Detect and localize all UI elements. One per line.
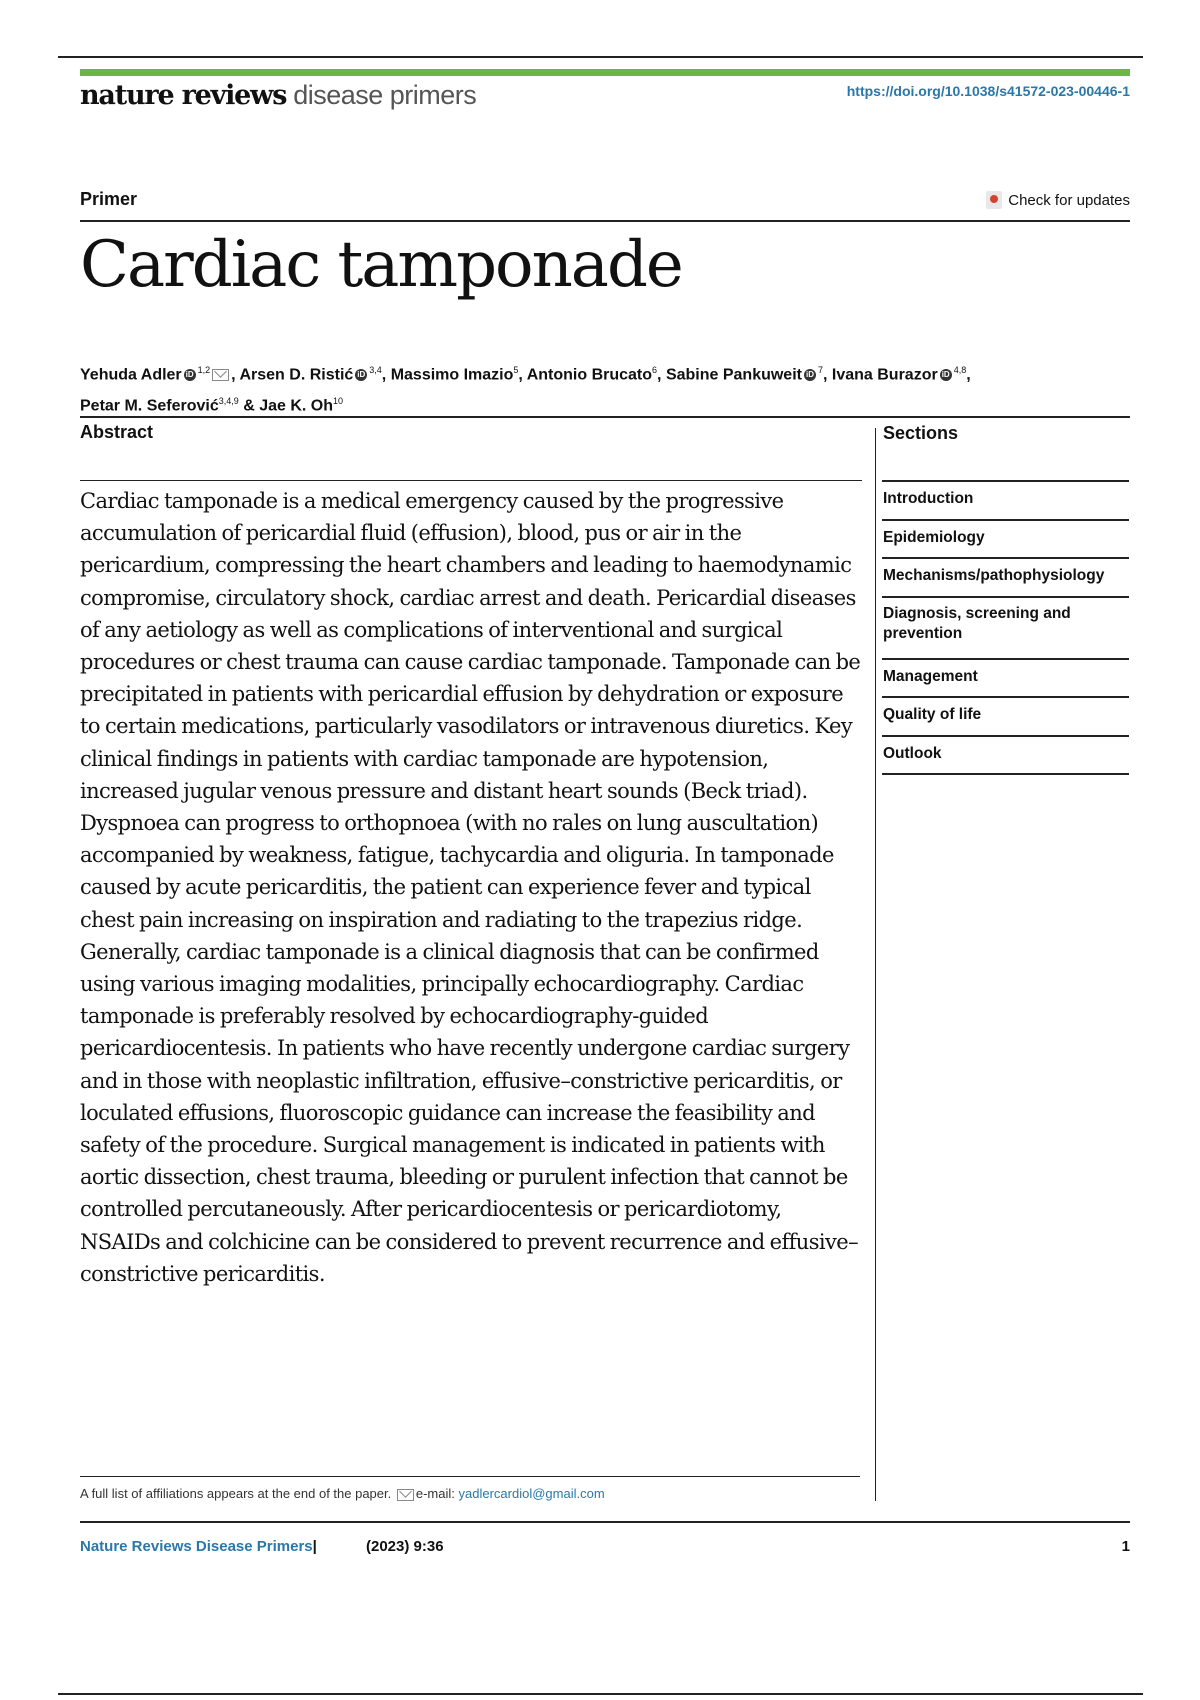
title-rule — [80, 220, 1130, 222]
orcid-icon[interactable]: iD — [185, 370, 194, 380]
author-name[interactable]: Jae K. Oh — [259, 397, 334, 415]
author-affiliation: 1,2 — [197, 365, 211, 375]
footer-separator: | — [312, 1538, 317, 1555]
top-page-rule — [58, 56, 1143, 58]
email-label: e-mail: — [415, 1486, 455, 1501]
section-link-quality-of-life[interactable]: Quality of life — [882, 698, 1129, 737]
sections-heading: Sections — [883, 423, 959, 443]
journal-color-bar — [80, 69, 1130, 76]
section-link-diagnosis[interactable]: Diagnosis, screening and prevention — [882, 598, 1129, 660]
journal-logo — [80, 80, 476, 111]
orcid-icon[interactable]: iD — [805, 370, 814, 380]
article-type: Primer — [80, 189, 138, 209]
footnote-rule — [80, 1476, 860, 1477]
author-affiliation: 7 — [817, 365, 823, 375]
author-name[interactable]: Petar M. Seferović — [80, 397, 219, 415]
footer-rule — [80, 1521, 1130, 1523]
check-updates-icon — [986, 191, 1002, 209]
section-link-epidemiology[interactable]: Epidemiology — [882, 521, 1129, 560]
abstract-rule — [80, 480, 862, 481]
author-name[interactable]: Arsen D. Ristić — [239, 366, 354, 384]
author-name[interactable]: Antonio Brucato — [526, 366, 653, 384]
brand-light: disease primers — [293, 80, 477, 110]
section-link-mechanisms[interactable]: Mechanisms/pathophysiology — [882, 559, 1129, 598]
section-link-introduction[interactable]: Introduction — [882, 482, 1129, 521]
contact-email-link[interactable]: yadlercardiol@gmail.com — [458, 1486, 605, 1501]
author-list: Yehuda Adler iD $^{1,2}$ , Arsen D. Ristić iD $^{3,4}$, Massimo Imazio$^5$, Antonio Brucato$^6$, Sabine Pankuweit iD $^7$, Ivana Burazor iD $^{4,8}$, Petar M. Seferović$^{3,4,9}$ & Jae K. Oh$^{10}$ — [80, 365, 971, 415]
author-affiliation: 3,4,9 — [218, 396, 239, 407]
section-link-outlook[interactable]: Outlook — [882, 737, 1129, 776]
author-name[interactable]: Sabine Pankuweit — [665, 366, 802, 384]
footer-journal — [80, 1538, 317, 1555]
email-icon[interactable] — [212, 369, 229, 381]
abstract-text: Cardiac tamponade is a medical emergency caused by the progressive accumulation of pericardial fluid (effusion), blood, pus or air in the pericardium, compressing the heart chambers and leading to haemodynamic compromise, circulatory shock, cardiac arrest and death. Pericardial diseases of any aetiology as well as complications of interventional and surgical procedures or chest trauma can cause cardiac tamponade. Tamponade can be precipitated in patients with pericardial effusion by dehydration or exposure to certain medications, particularly vasodilators or intravenous diuretics. Key clinical findings in patients with cardiac tamponade are hypotension, increased jugular venous pressure and distant heart sounds (Beck triad). Dyspnoea can progress to orthopnoea (with no rales on lung auscultation) accompanied by weakness, fatigue, tachycardia and oliguria. In tamponade caused by acute pericarditis, the patient can experience fever and typical chest pain increasing on inspiration and radiating to the trapezius ridge. Generally, cardiac tamponade is a clinical diagnosis that can be confirmed using various imaging modalities, principally echocardiography. Cardiac tamponade is preferably resolved by echocardiography-guided pericardiocentesis. In patients who have recently undergone cardiac surgery and in those with neoplastic infiltration, effusive–constrictive pericarditis, or loculated effusions, fluoroscopic guidance can increase the feasibility and safety of the procedure. Surgical management is indicated in patients with aortic dissection, chest trauma, bleeding or purulent infection that cannot be controlled percutaneously. After pericardiocentesis or pericardiotomy, NSAIDs and colchicine can be considered to prevent recurrence and effusive–constrictive pericarditis. — [80, 489, 861, 1286]
page-number: 1 — [1121, 1538, 1130, 1555]
volume-info: (2023) 9:36 — [366, 1538, 444, 1555]
check-for-updates[interactable] — [986, 191, 1130, 209]
authors-rule — [80, 416, 1130, 418]
author-affiliation: 10 — [333, 396, 344, 407]
column-divider — [875, 428, 876, 1501]
check-updates-label: Check for updates — [1008, 191, 1130, 209]
email-icon — [397, 1489, 414, 1501]
abstract-heading: Abstract — [80, 422, 154, 442]
author-affiliation: 4,8 — [953, 365, 967, 375]
author-name[interactable]: Massimo Imazio — [390, 366, 514, 384]
orcid-icon[interactable]: iD — [357, 370, 366, 380]
author-affiliation: 3,4 — [369, 365, 382, 375]
author-affiliation: 6 — [652, 365, 658, 375]
author-affiliation: 5 — [513, 365, 519, 375]
author-name[interactable]: Ivana Burazor — [831, 366, 938, 384]
bottom-page-rule — [58, 1693, 1143, 1695]
doi-link[interactable]: https://doi.org/10.1038/s41572-023-00446-1 — [846, 83, 1130, 99]
footnote-text: A full list of affiliations appears at the end of the paper. — [80, 1486, 392, 1501]
brand-bold: nature reviews — [80, 80, 287, 111]
section-link-management[interactable]: Management — [882, 660, 1129, 699]
orcid-icon[interactable]: iD — [941, 370, 950, 380]
article-title: Cardiac tamponade — [80, 228, 682, 302]
journal-name-link[interactable]: Nature Reviews Disease Primers — [80, 1538, 313, 1555]
footnote — [80, 1486, 605, 1501]
sections-list — [882, 480, 1129, 775]
author-name[interactable]: Yehuda Adler — [80, 366, 182, 384]
